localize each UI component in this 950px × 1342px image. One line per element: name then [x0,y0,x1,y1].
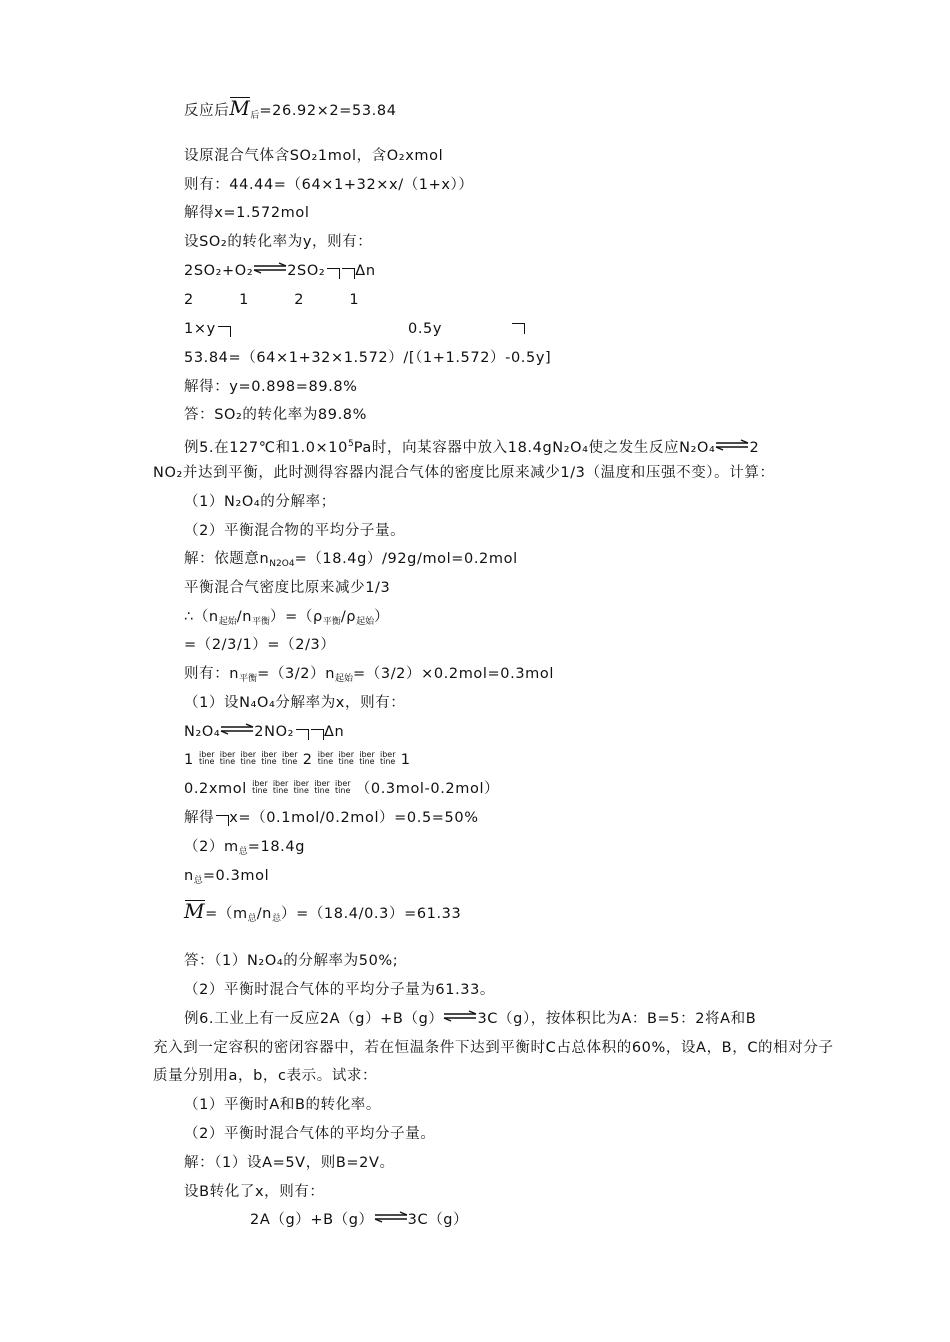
line-after-reaction [184,96,397,126]
equilibrium-arrow-icon [715,439,749,451]
glyph-top: iber [293,779,310,788]
glyph-top: iber [272,779,289,788]
glyph-bottom: tine [338,757,354,766]
text: 例5.在127℃和1.0×10 [184,440,348,456]
line: 则有：44.44=（64×1+32×x/（1+x）） [184,177,474,193]
text: 2A（g）+B（g） [250,1212,374,1228]
line: 设SO₂的转化率为y，则有： [184,234,373,250]
subscript: 总 [247,914,257,924]
line-n-equilibrium [184,664,554,689]
text: 2 [302,752,313,768]
glyph-bottom: tine [240,757,256,766]
tab-mark [296,729,309,740]
text: =（18.4g）/92g/mol=0.2mol [294,551,518,567]
line-amounts [184,319,544,339]
line: 答：SO₂的转化率为89.8% [184,407,367,423]
glyph-top: iber [338,750,355,759]
line-equation-n2o4 [184,722,344,742]
text: /n [236,609,253,625]
text: n [184,868,194,884]
text: 1 [184,752,194,768]
glyph-bottom: tine [359,757,375,766]
text: ）=（ρ [270,609,323,625]
text: =（3/2）n [257,666,335,682]
text: Δn [324,724,345,740]
line: （1）平衡时A和B的转化率。 [184,1097,381,1113]
glyph-top: iber [199,750,215,759]
glyph-bottom: tine [261,757,277,766]
line-mean-mass [184,899,461,929]
line-amounts-n2o4 [184,779,499,799]
line: （2）平衡时混合气体的平均分子量。 [184,1126,436,1142]
glyph-bottom: tine [293,786,309,795]
subscript: 起始 [218,617,237,627]
glyph-bottom: tine [199,757,215,766]
glyph-artifact [199,751,215,765]
line-m-total [184,837,305,862]
glyph-bottom: tine [335,786,351,795]
glyph-artifact [282,751,298,765]
glyph-artifact [314,780,330,794]
line-coefficients [184,750,411,770]
glyph-top: iber [359,750,375,759]
glyph-bottom: tine [379,757,396,766]
glyph-bottom: tine [272,786,289,795]
line-ratio [184,607,389,632]
glyph-artifact [294,780,310,794]
subscript: 总 [193,876,203,886]
text: ∴（n [184,609,219,625]
line: 2 1 2 1 [184,292,360,308]
line: 解得x=1.572mol [184,205,310,221]
tab-mark [512,323,525,334]
line: （1）N₂O₄的分解率； [184,494,336,510]
text: 2NO₂ [254,724,294,740]
glyph-top: iber [335,779,351,788]
text: 0.5y [408,321,443,337]
text: Δn [355,263,376,279]
glyph-top: iber [219,750,236,759]
equilibrium-arrow-icon [443,1010,477,1022]
glyph-artifact [241,751,257,765]
text: /ρ [340,609,357,625]
text: =0.3mol [202,868,270,884]
tab-mark [327,268,340,279]
subscript: N2O4 [269,559,295,569]
glyph-artifact [335,780,351,794]
line: =（2/3/1）=（2/3） [184,637,336,653]
glyph-bottom: tine [314,786,330,795]
line-equation-abc [250,1210,468,1230]
text: =（m [205,906,248,922]
text: Pa时，向某容器中放入18.4gN₂O₄使之发生反应N₂O₄ [353,440,716,456]
subscript: 起始 [335,674,354,684]
text: 0.2xmol [184,781,247,797]
text: x=（0.1mol/0.2mol）=0.5=50% [229,810,479,826]
glyph-bottom: tine [317,757,334,766]
subscript: 后 [250,111,260,121]
line: （1）设N₄O₄分解率为x，则有： [184,695,406,711]
glyph-artifact [273,780,289,794]
text: 解得 [184,810,215,826]
text: N₂O₄ [184,724,221,740]
superscript: 5 [347,439,354,449]
glyph-top: iber [240,750,257,759]
glyph-artifact [220,751,236,765]
line-equation-so2 [184,261,376,281]
subscript: 起始 [356,617,375,627]
glyph-top: iber [281,750,298,759]
text: 2SO₂+O₂ [184,263,254,279]
line: 设B转化了x，则有： [184,1184,325,1200]
glyph-artifact [339,751,355,765]
equilibrium-arrow-icon [374,1211,408,1223]
mean-molar-mass-symbol: M [229,96,251,120]
glyph-artifact [252,780,268,794]
text: 解：依题意n [184,551,270,567]
line: 设原混合气体含SO₂1mol，含O₂xmol [184,148,444,164]
glyph-bottom: tine [252,786,268,795]
text: 3C（g），按体积比为A：B=5：2将A和B [477,1011,757,1027]
text: =26.92×2=53.84 [259,103,397,119]
line: 解得：y=0.898=89.8% [184,379,358,395]
line-solution [184,549,518,574]
line-example5 [184,434,759,458]
line: 解：（1）设A=5V，则B=2V。 [184,1155,395,1171]
subscript: 总 [271,914,281,924]
text: ） [374,609,390,625]
mean-molar-mass-symbol: M [184,899,206,923]
glyph-artifact [380,751,396,765]
text: （2）m [184,839,239,855]
subscript: 平衡 [322,617,341,627]
glyph-artifact [261,751,277,765]
text: =18.4g [247,839,306,855]
line-solve-x [184,808,479,828]
subscript: 总 [238,847,248,857]
glyph-top: iber [252,779,268,788]
equilibrium-arrow-icon [220,723,254,735]
glyph-top: iber [261,750,277,759]
line: 充入到一定容积的密闭容器中，若在恒温条件下达到平衡时C占总体积的60%，设A，B，C的相对分子 [153,1040,834,1056]
line: 质量分别用a，b，c表示。试求： [153,1068,378,1084]
text: 2SO₂ [287,263,326,279]
text: =（3/2）×0.2mol=0.3mol [353,666,554,682]
glyph-bottom: tine [219,757,236,766]
tab-mark [218,326,231,337]
subscript: 平衡 [239,674,258,684]
tab-mark [311,729,324,740]
text: 反应后 [184,103,230,119]
line: 53.84=（64×1+32×1.572）/[（1+1.572）-0.5y] [184,350,552,366]
text: 1×y [184,321,216,337]
glyph-artifact [318,751,334,765]
glyph-artifact [359,751,375,765]
line: 平衡混合气密度比原来减少1/3 [184,580,391,596]
text: 则有：n [184,666,240,682]
text: ）=（18.4/0.3）=61.33 [280,906,462,922]
text: （0.3mol-0.2mol） [355,781,500,797]
glyph-bottom: tine [281,757,298,766]
glyph-top: iber [314,779,330,788]
tab-mark [216,815,229,826]
line-example6 [184,1009,756,1029]
text: 例6.工业上有一反应2A（g）+B（g） [184,1011,444,1027]
line: 答：（1）N₂O₄的分解率为50%; [184,953,399,969]
text: 1 [400,752,411,768]
line: （2）平衡混合物的平均分子量。 [184,523,406,539]
text: /n [256,906,272,922]
line: （2）平衡时混合气体的平均分子量为61.33。 [184,982,496,998]
equilibrium-arrow-icon [253,262,287,274]
line: NO₂并达到平衡，此时测得容器内混合气体的密度比原来减少1/3（温度和压强不变）。计算： [153,465,775,481]
tab-mark [342,268,355,279]
text: 2 [749,440,760,456]
subscript: 平衡 [252,617,271,627]
text: 3C（g） [407,1212,469,1228]
line-n-total [184,866,269,891]
glyph-top: iber [379,750,396,759]
glyph-top: iber [317,750,334,759]
